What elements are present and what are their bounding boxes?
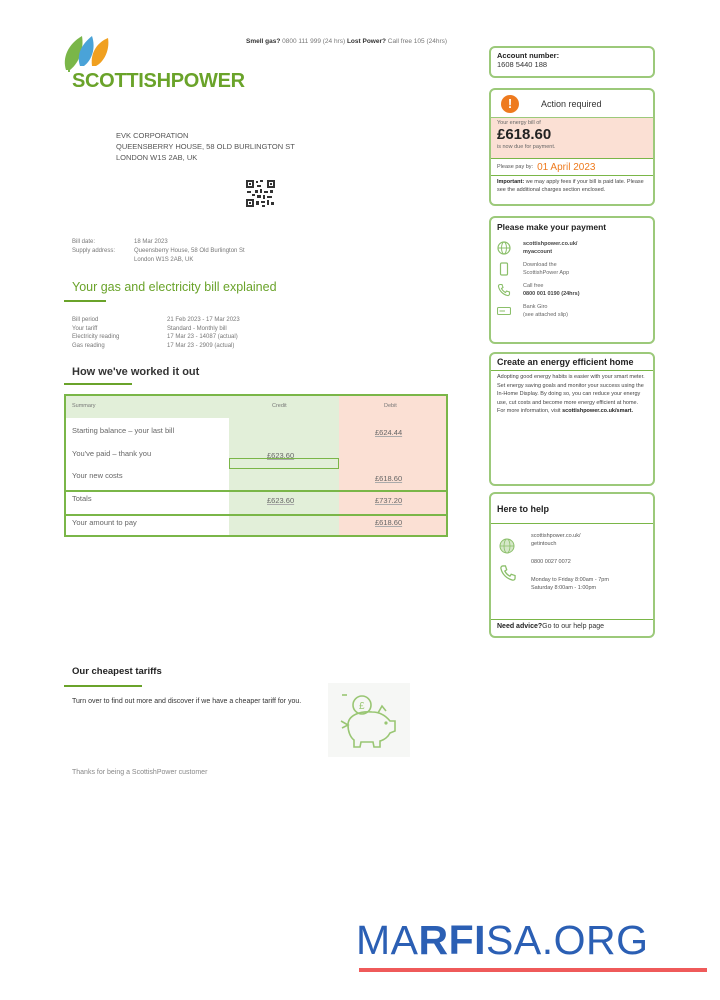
due-text: is now due for payment.	[497, 144, 556, 150]
thanks-message: Thanks for being a ScottishPower customer	[72, 769, 208, 776]
phone-icon	[499, 564, 517, 582]
emergency-contacts	[246, 38, 447, 45]
bill-period-details	[72, 316, 240, 350]
payment-online-line2: myaccount	[523, 249, 553, 255]
action-required-box	[489, 88, 655, 206]
smart-link[interactable]: scottishpower.co.uk/smart.	[562, 408, 634, 415]
qr-code	[246, 180, 275, 207]
account-number: 1608 5440 188	[497, 60, 548, 69]
here-to-help-box	[489, 492, 655, 638]
payment-option-phone[interactable]	[497, 282, 647, 298]
important-text: we may apply fees if your bill is paid late. Please see the additional charges section enclosed.	[497, 179, 644, 193]
supply-address-2: London W1S 2AB, UK	[134, 257, 194, 263]
period-label: Bill period	[72, 317, 99, 323]
pay-by-label: Please pay by:	[497, 164, 534, 170]
address-line-3: LONDON W1S 2AB, UK	[116, 153, 198, 162]
address-line-1: EVK CORPORATION	[116, 131, 189, 140]
help-hours-saturday: Saturday 8:00am - 1:00pm	[531, 585, 597, 591]
account-number-box	[489, 46, 655, 78]
smell-gas-label: Smell gas?	[246, 38, 281, 45]
energy-efficient-box	[489, 352, 655, 486]
svg-text:£: £	[359, 701, 365, 712]
cheapest-tariffs-text: Turn over to find out more and discover if we have a cheaper tariff for you.	[72, 698, 302, 705]
pay-by-date: 01 April 2023	[537, 161, 596, 173]
help-hours	[531, 576, 609, 592]
row-debit-amount-to-pay: £618.60	[375, 518, 403, 527]
recipient-address	[116, 130, 295, 163]
help-page-link[interactable]: Go to our help page	[542, 623, 605, 630]
supply-address-label: Supply address:	[72, 248, 116, 254]
bill-date: 18 Mar 2023	[134, 239, 168, 245]
help-web-line1: scottishpower.co.uk/	[531, 533, 581, 539]
help-hours-weekday: Monday to Friday 8:00am - 7pm	[531, 577, 609, 583]
account-number-label: Account number:	[497, 51, 560, 60]
lost-power-text: Call free 105 (24hrs)	[387, 38, 448, 45]
brand-wordmark: SCOTTISHPOWER	[72, 70, 245, 92]
energy-efficient-title: Create an energy efficient home	[491, 354, 653, 371]
row-label-new-costs: Your new costs	[72, 471, 123, 480]
gas-reading-label: Gas reading	[72, 342, 105, 349]
address-line-2: QUEENSBERRY HOUSE, 58 OLD BURLINGTON ST	[116, 142, 295, 151]
electricity-reading-label: Electricity reading	[72, 334, 120, 340]
supply-address-1: Queensberry House, 58 Old Burlington St	[134, 248, 245, 254]
watermark-part1: MA	[356, 917, 419, 963]
electricity-reading-value: 17 Mar 23 - 14087 (actual)	[167, 334, 238, 340]
pay-by-row	[491, 158, 653, 176]
piggy-bank-illustration	[328, 683, 410, 757]
payment-online-line1: scottishpower.co.uk/	[523, 241, 578, 247]
important-note	[491, 176, 653, 196]
tariff-label: Your tariff	[72, 325, 98, 332]
mobile-icon	[497, 262, 511, 276]
row-label-totals: Totals	[72, 494, 92, 503]
globe-icon	[499, 538, 515, 554]
payment-phone-line1: Call free	[523, 283, 544, 289]
alert-icon: !	[501, 95, 519, 113]
watermark-part2: RFI	[418, 917, 487, 963]
row-label-starting-balance: Starting balance – your last bill	[72, 426, 175, 435]
payment-app-line2: ScottishPower App	[523, 270, 570, 276]
help-phone[interactable]: 0800 0027 0072	[531, 559, 571, 565]
watermark-part3: SA.ORG	[486, 917, 649, 963]
payment-phone-line2: 0800 001 0190 (24hrs)	[523, 291, 580, 297]
globe-icon	[497, 241, 511, 255]
energy-efficient-text: Adopting good energy habits is easier with your smart meter. Set energy saving goals and monitor your success using the In-Home Display. By doing so, you can reduce your energy use, cut costs and become more energy efficient at home. For more information, visit	[497, 374, 645, 415]
row-label-amount-to-pay: Your amount to pay	[72, 518, 137, 527]
row-debit-starting-balance: £624.44	[375, 428, 403, 437]
energy-efficient-body	[491, 371, 653, 418]
row-label-paid: You've paid – thank you	[72, 449, 152, 458]
piggy-bank-icon	[328, 683, 410, 757]
leaves-logo-icon	[62, 30, 122, 72]
bill-of-label: Your energy bill of	[497, 120, 541, 126]
payment-giro-line2: (see attached slip)	[523, 312, 568, 318]
payment-title: Please make your payment	[497, 222, 607, 232]
cheapest-tariffs-title: Our cheapest tariffs	[72, 666, 162, 677]
payment-app-line1: Download the	[523, 262, 557, 268]
period-value: 21 Feb 2023 - 17 Mar 2023	[167, 317, 240, 323]
bill-date-label: Bill date:	[72, 239, 96, 245]
title-underline	[64, 383, 132, 385]
payment-option-bank-giro[interactable]	[497, 303, 647, 319]
row-debit-totals: £737.20	[375, 496, 403, 505]
header-credit: Credit	[272, 403, 287, 409]
payment-option-online[interactable]	[497, 240, 647, 256]
payment-giro-line1: Bank Giro	[523, 304, 548, 310]
help-footer[interactable]	[491, 619, 653, 636]
gas-reading-value: 17 Mar 23 - 2909 (actual)	[167, 342, 235, 349]
payment-methods-box	[489, 216, 655, 344]
help-title: Here to help	[491, 494, 653, 524]
paid-highlight-box	[229, 458, 339, 469]
tariff-value: Standard - Monthly bill	[167, 325, 227, 332]
important-label: Important:	[497, 179, 525, 185]
amount-due: £618.60	[497, 126, 552, 143]
lost-power-label: Lost Power?	[346, 38, 386, 45]
header-summary: Summary	[72, 403, 96, 409]
title-underline	[64, 300, 106, 302]
phone-icon	[497, 283, 511, 297]
row-credit-totals: £623.60	[267, 496, 295, 505]
row-debit-new-costs: £618.60	[375, 474, 403, 483]
title-underline	[64, 685, 142, 687]
header-debit: Debit	[384, 403, 397, 409]
payment-option-app[interactable]	[497, 261, 647, 277]
marfisa-watermark	[356, 918, 649, 962]
help-web-line2: getintouch	[531, 541, 557, 547]
help-website[interactable]	[531, 532, 581, 548]
bill-meta	[72, 238, 245, 265]
bill-explained-title: Your gas and electricity bill explained	[72, 280, 277, 294]
worked-out-title: How we've worked it out	[72, 366, 200, 378]
need-advice-label: Need advice?	[497, 623, 543, 630]
watermark-underline	[359, 968, 707, 972]
bank-card-icon	[497, 304, 511, 318]
smell-gas-number: 0800 111 999 (24 hrs)	[282, 38, 346, 45]
amount-due-area	[491, 118, 653, 158]
action-required-label: Action required	[541, 98, 602, 109]
scottishpower-logo	[62, 30, 245, 94]
summary-table	[64, 394, 448, 537]
row-credit-paid: £623.60	[267, 451, 295, 460]
